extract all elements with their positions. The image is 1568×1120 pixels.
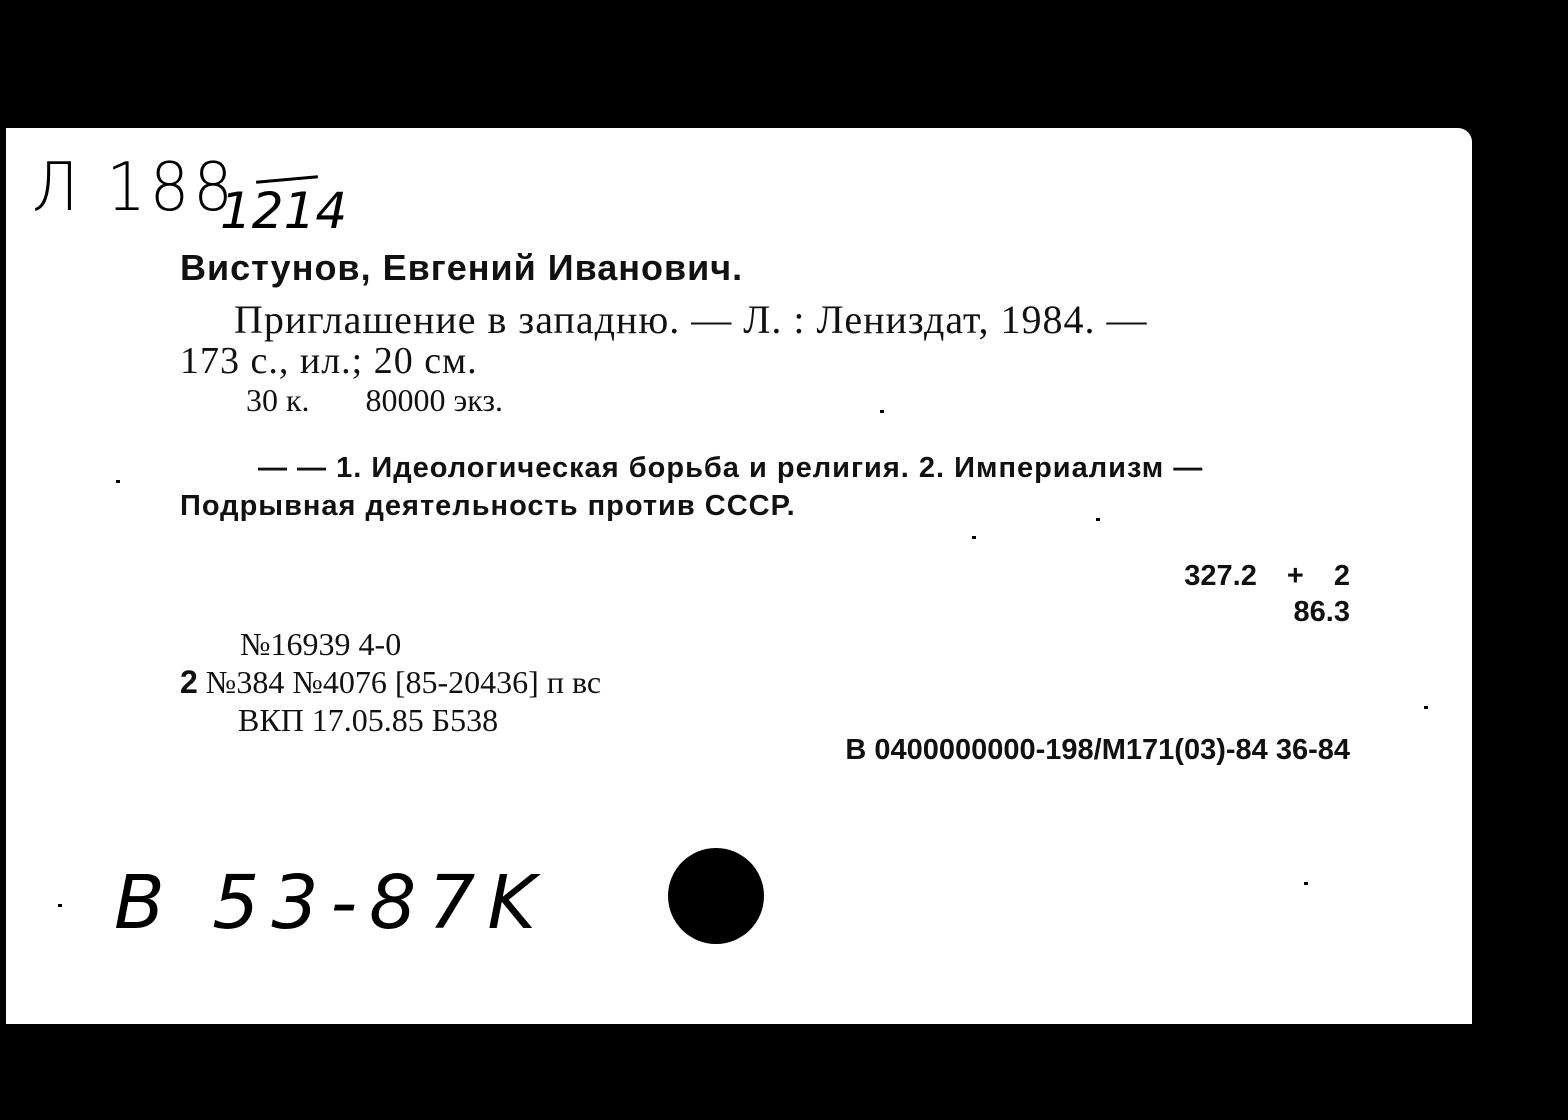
registry-copy-count: 2 [180,664,198,700]
registry-line-2 [180,666,601,698]
subject-headings-line-2: Подрывная деятельность против СССР. [180,490,796,522]
physical-description: 173 с., ил.; 20 см. [180,340,478,382]
registry-line-1: №16939 4-0 [240,626,402,662]
speck [58,904,62,907]
subject-headings-line-1: — — 1. Идеологическая борьба и религия. 2. Империализм — [258,452,1204,484]
title-imprint: Приглашение в западню. — Л. : Лениздат, 1984. — [234,297,1148,342]
price-and-print-run [246,384,503,416]
classification-sub-index: 86.3 [1293,596,1350,628]
speck [1304,882,1308,885]
publisher-code: В 0400000000-198/М171(03)-84 36-84 [845,734,1350,766]
catalog-card [6,128,1472,1024]
inventory-code: B 53-87K [114,860,548,946]
speck [880,410,884,413]
punch-hole [668,848,764,944]
speck [1424,706,1428,709]
registry-numbers: №384 №4076 [85-20436] п вс [205,664,602,700]
shelf-mark: Л 188 [32,147,237,227]
price: 30 к. [246,382,310,418]
registry-line-3: ВКП 17.05.85 Б538 [238,702,499,738]
speck [1096,518,1100,521]
classification-index: 327.2 + 2 [1184,560,1350,592]
speck [972,536,976,539]
speck [116,480,120,483]
author-heading: Вистунов, Евгений Иванович. [180,247,744,288]
print-run: 80000 экз. [365,382,504,418]
catalog-number: 1214 [220,182,348,240]
